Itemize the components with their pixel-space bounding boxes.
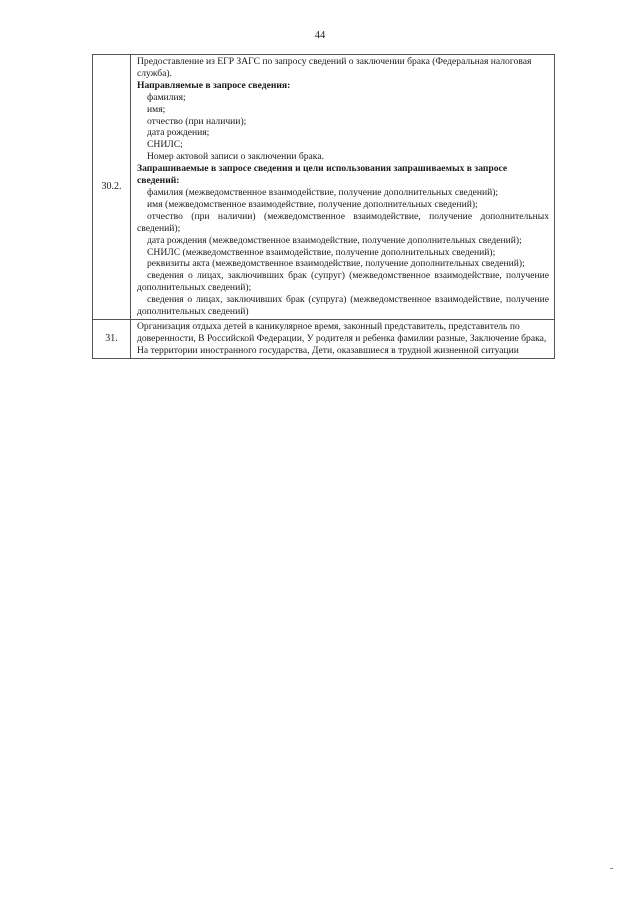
list-item: дата рождения; [147, 127, 210, 139]
list-item: отчество (при наличии); [147, 115, 247, 127]
scan-mark [610, 868, 613, 869]
list-item: отчество (при наличии) (межведомственное взаимодействие, получение дополнительных сведений); [137, 210, 549, 234]
table-row [93, 55, 555, 320]
row-content [131, 55, 555, 320]
list-item: дата рождения (межведомственное взаимодействие, получение дополнительных сведений); [147, 234, 522, 246]
list-item: сведения о лицах, заключивших брак (супруг) (межведомственное взаимодействие, получение дополнительных сведений); [137, 270, 549, 294]
section-heading: Запрашиваемые в запросе сведения и цели использования запрашиваемых в запросе сведений: [137, 163, 508, 187]
table-row [93, 319, 555, 358]
row-number: 31. [93, 319, 131, 358]
list-item: фамилия (межведомственное взаимодействие, получение дополнительных сведений); [147, 186, 499, 198]
row-content [131, 319, 555, 358]
list-item: фамилия; [147, 91, 186, 103]
section-heading: Направляемые в запросе сведения: [137, 79, 291, 91]
list-item: СНИЛС; [147, 139, 183, 151]
list-item: имя; [147, 103, 166, 115]
row-number: 30.2. [93, 55, 131, 320]
service-title: Предоставление из ЕГР ЗАГС по запросу сведений о заключении брака (Федеральная налоговая служба). [137, 56, 532, 79]
list-item: сведения о лицах, заключивших брак (супруга) (межведомственное взаимодействие, получение дополнительных сведений) [137, 294, 549, 318]
list-item: СНИЛС (межведомственное взаимодействие, получение дополнительных сведений); [147, 246, 496, 258]
list-item: реквизиты акта (межведомственное взаимодействие, получение дополнительных сведений); [147, 258, 525, 270]
services-table [92, 54, 555, 359]
list-item: Номер актовой записи о заключении брака. [147, 151, 324, 163]
service-description: Организация отдыха детей в каникулярное время, законный представитель, представитель по доверенности, В Российской Федерации, У родителя и ребенка фамилии разные, Заключение брака, На территории иностранного государства, Дети, оказавшиеся в трудной жизненной ситуации [137, 320, 547, 356]
page-number: 44 [314, 30, 326, 41]
list-item: имя (межведомственное взаимодействие, получение дополнительных сведений); [147, 198, 478, 210]
